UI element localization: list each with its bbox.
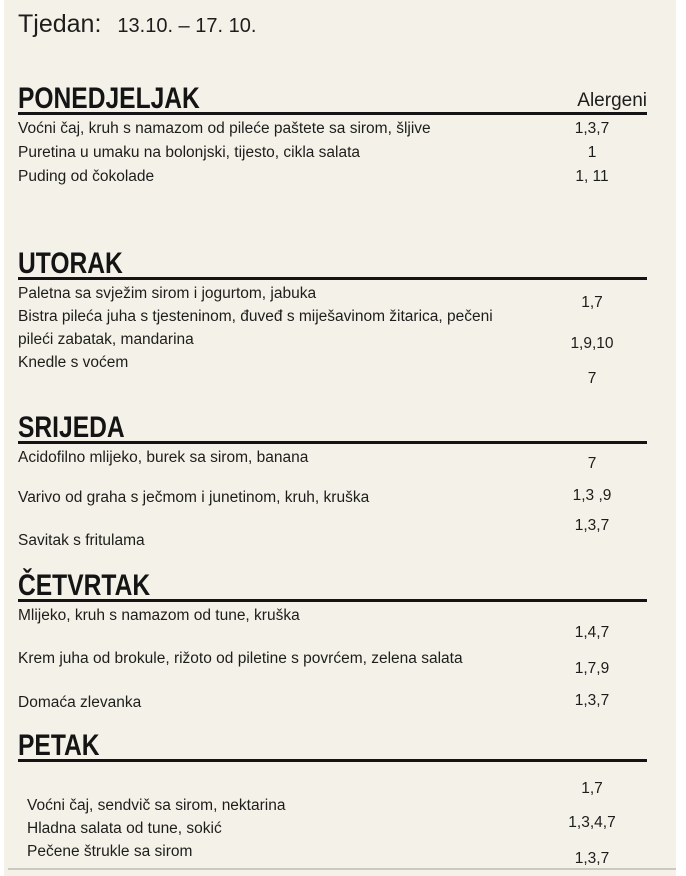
allergens-column bbox=[537, 446, 647, 552]
menu-item-text: Voćni čaj, kruh s namazom od pileće paštete sa sirom, šljive bbox=[18, 120, 431, 137]
week-label: Tjedan: bbox=[18, 10, 102, 38]
menu-item-allergens: 1 bbox=[587, 144, 597, 161]
day-body bbox=[18, 280, 647, 390]
menu-item-allergens: 1,7 bbox=[581, 294, 603, 311]
menu-item-allergens: 7 bbox=[587, 455, 597, 472]
day-section-ponedjeljak bbox=[18, 84, 647, 189]
menu-item-allergens: 1,9,10 bbox=[570, 335, 614, 352]
menu-item-text: Bistra pileća juha s tjesteninom, đuveđ s miješavinom žitarica, pečeni pileći zabatak, mandarina bbox=[18, 308, 493, 348]
day-title: PETAK bbox=[18, 729, 100, 762]
day-title: SRIJEDA bbox=[18, 411, 125, 444]
menu-item-text: Savitak s fritulama bbox=[18, 532, 145, 549]
menu-item-allergens: 1,4,7 bbox=[574, 624, 610, 641]
menu-page bbox=[4, 0, 676, 876]
day-body bbox=[18, 602, 647, 714]
menu-item-text: Pečene štrukle sa sirom bbox=[27, 843, 193, 860]
allergens-column bbox=[537, 604, 647, 714]
day-section-utorak bbox=[18, 249, 647, 390]
allergens-column bbox=[537, 764, 647, 870]
menu-item-allergens: 1,7 bbox=[581, 780, 603, 797]
menu-item-allergens: 1,3,7 bbox=[574, 692, 610, 709]
menu-item-text: Mlijeko, kruh s namazom od tune, kruška bbox=[18, 607, 300, 624]
menu-item-text: Varivo od graha s ječmom i junetinom, kruh, kruška bbox=[18, 489, 370, 506]
menu-item-text: Paletna sa svježim sirom i jogurtom, jabuka bbox=[18, 285, 317, 302]
day-section-srijeda bbox=[18, 413, 647, 552]
menu-item-text: Krem juha od brokule, rižoto od piletine s povrćem, zelena salata bbox=[18, 650, 463, 667]
menu-item-text: Voćni čaj, sendvič sa sirom, nektarina bbox=[27, 797, 286, 814]
menu-item-allergens: 1,3,7 bbox=[574, 850, 610, 867]
day-header bbox=[18, 84, 647, 115]
menu-items-column bbox=[18, 604, 528, 714]
menu-item-allergens: 1,3,4,7 bbox=[568, 814, 616, 831]
day-title: UTORAK bbox=[18, 247, 123, 280]
day-header bbox=[18, 249, 647, 280]
menu-items-column bbox=[18, 117, 528, 189]
allergens-column bbox=[537, 117, 647, 189]
bottom-divider bbox=[8, 868, 676, 870]
allergens-column-label: Alergeni bbox=[577, 90, 647, 111]
menu-item-text: Puretina u umaku na bolonjski, tijesto, cikla salata bbox=[18, 144, 361, 161]
menu-items-column bbox=[18, 282, 528, 390]
menu-item-allergens: 1, 11 bbox=[575, 168, 609, 185]
day-title: ČETVRTAK bbox=[18, 569, 151, 602]
menu-item-allergens: 1,3,7 bbox=[574, 120, 610, 137]
day-header bbox=[18, 571, 647, 602]
menu-items-column bbox=[18, 764, 537, 870]
day-body bbox=[18, 444, 647, 552]
day-section-petak bbox=[18, 731, 647, 870]
allergens-column bbox=[537, 282, 647, 390]
menu-item-allergens: 1,3 ,9 bbox=[572, 487, 612, 504]
menu-item-allergens: 1,3,7 bbox=[574, 517, 610, 534]
day-body bbox=[18, 762, 647, 870]
week-header bbox=[18, 10, 256, 39]
menu-item-text: Puding od čokolade bbox=[18, 168, 155, 185]
day-title: PONEDJELJAK bbox=[18, 82, 200, 115]
day-header bbox=[18, 413, 647, 444]
menu-item-text: Hladna salata od tune, sokić bbox=[27, 820, 222, 837]
week-date-range: 13.10. – 17. 10. bbox=[117, 15, 257, 37]
menu-item-text: Domaća zlevanka bbox=[18, 694, 142, 711]
menu-item-allergens: 7 bbox=[587, 370, 597, 387]
menu-item-text: Knedle s voćem bbox=[18, 354, 129, 371]
menu-items-column bbox=[18, 446, 528, 552]
day-section-cetvrtak bbox=[18, 571, 647, 714]
day-body bbox=[18, 115, 647, 189]
day-header bbox=[18, 731, 647, 762]
menu-item-allergens: 1,7,9 bbox=[574, 660, 610, 677]
menu-item-text: Acidofilno mlijeko, burek sa sirom, banana bbox=[18, 449, 309, 466]
